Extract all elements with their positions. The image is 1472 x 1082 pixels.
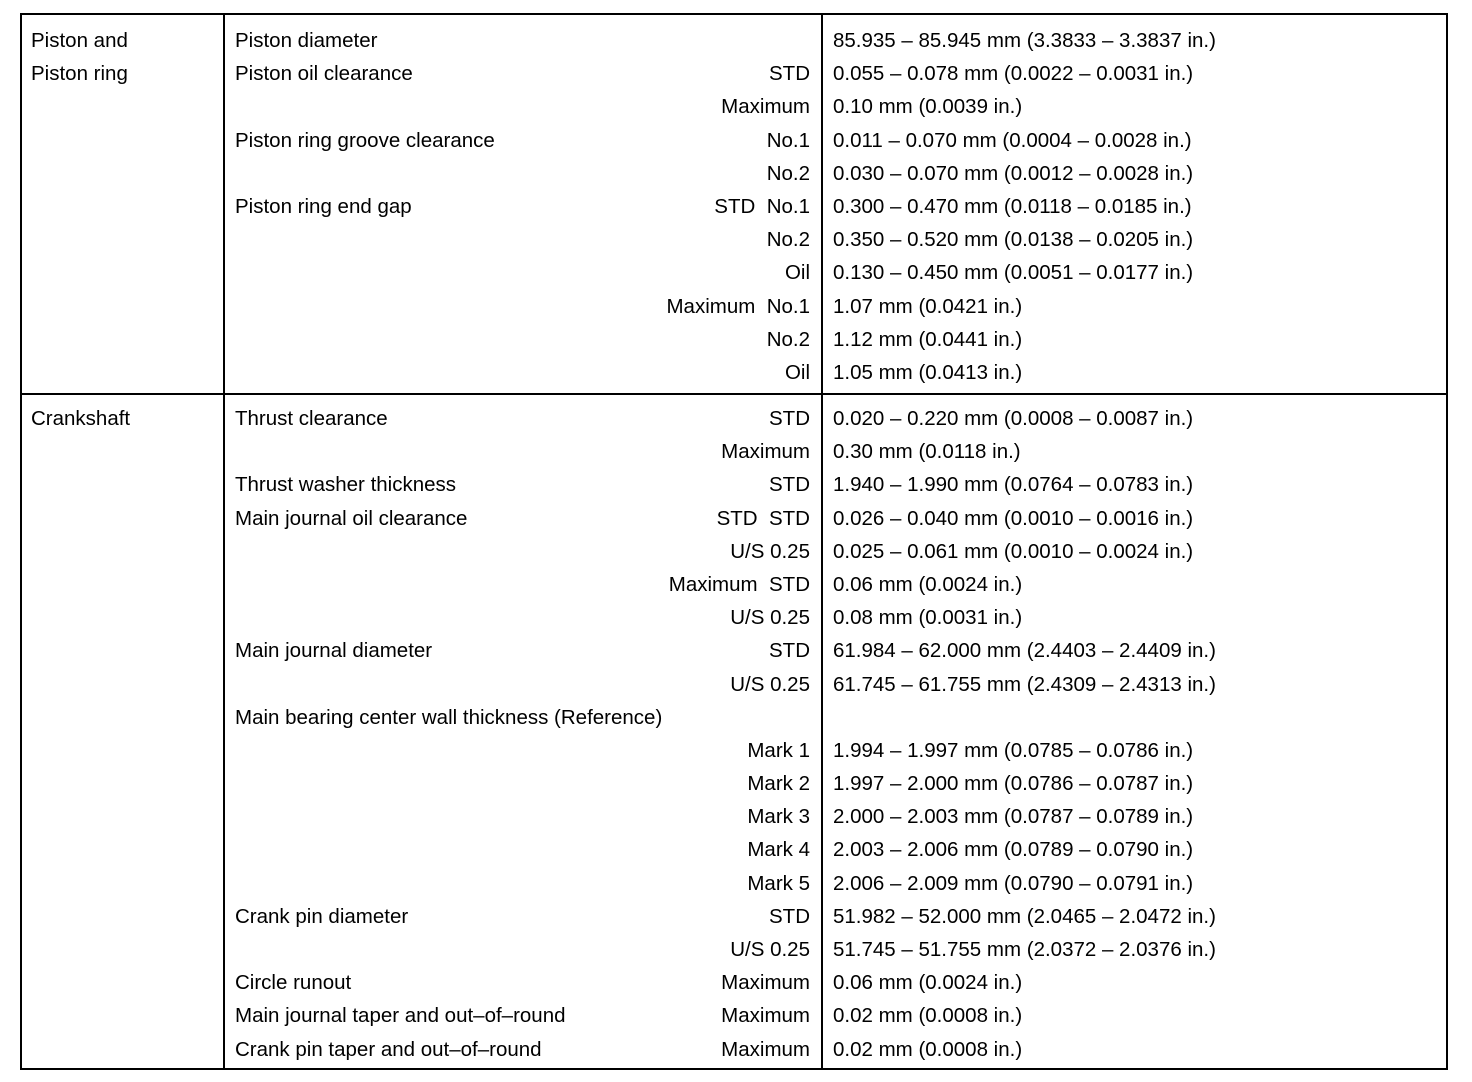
table-row — [225, 833, 821, 866]
table-row — [225, 933, 821, 966]
item-label: Crank pin taper and out–of–round — [235, 1037, 542, 1061]
table-row — [225, 999, 821, 1032]
item-qualifier: No.2 — [766, 161, 810, 185]
spec-value: 0.300 – 0.470 mm (0.0118 – 0.0185 in.) — [833, 194, 1192, 218]
category-cell — [22, 15, 225, 393]
spec-value: 0.30 mm (0.0118 in.) — [833, 440, 1021, 464]
value-row — [823, 833, 1446, 866]
item-label: Thrust clearance — [235, 407, 388, 430]
spec-value: 1.994 – 1.997 mm (0.0785 – 0.0786 in.) — [833, 738, 1194, 762]
table-row — [225, 256, 821, 289]
item-qualifier: U/S 0.25 — [730, 938, 810, 961]
value-row — [823, 668, 1446, 701]
spec-value: 0.08 mm (0.0031 in.) — [833, 606, 1023, 630]
value-row — [823, 701, 1446, 734]
category-line: Piston and — [31, 29, 128, 52]
item-qualifier: Oil — [784, 360, 810, 384]
spec-value: 0.055 – 0.078 mm (0.0022 – 0.0031 in.) — [833, 62, 1194, 86]
table-row — [225, 435, 821, 468]
table-row — [225, 767, 821, 800]
item-qualifier: U/S 0.25 — [730, 539, 810, 563]
value-row — [823, 256, 1446, 289]
table-row — [225, 190, 821, 223]
spec-value: 0.350 – 0.520 mm (0.0138 – 0.0205 in.) — [833, 228, 1194, 252]
value-row — [823, 90, 1446, 123]
spec-value: 0.011 – 0.070 mm (0.0004 – 0.0028 in.) — [833, 128, 1192, 152]
item-label: Main bearing center wall thickness (Reference) — [235, 705, 663, 729]
item-qualifier: Mark 2 — [747, 772, 810, 796]
table-row — [225, 668, 821, 701]
value-row — [823, 24, 1446, 57]
spec-value: 1.940 – 1.990 mm (0.0764 – 0.0783 in.) — [833, 473, 1194, 497]
item-qualifier: Maximum — [721, 1037, 810, 1061]
table-row — [225, 323, 821, 356]
table-row — [225, 124, 821, 157]
table-row — [225, 601, 821, 634]
table-row — [225, 468, 821, 501]
value-row — [823, 900, 1446, 933]
spec-value: 2.006 – 2.009 mm (0.0790 – 0.0791 in.) — [833, 871, 1194, 895]
table-row — [225, 701, 821, 734]
spec-value: 0.026 – 0.040 mm (0.0010 – 0.0016 in.) — [833, 506, 1194, 530]
item-qualifier: Mark 3 — [747, 805, 810, 829]
spec-value: 1.07 mm (0.0421 in.) — [833, 294, 1023, 318]
value-column — [823, 15, 1446, 393]
item-label: Crank pin diameter — [235, 904, 409, 928]
item-qualifier: STD — [769, 639, 810, 663]
item-qualifier: Mark 4 — [747, 838, 810, 862]
category-line: Crankshaft — [31, 407, 131, 430]
value-row — [823, 999, 1446, 1032]
value-row — [823, 124, 1446, 157]
value-row — [823, 867, 1446, 900]
table-row — [225, 290, 821, 323]
spec-value: 2.003 – 2.006 mm (0.0789 – 0.0790 in.) — [833, 838, 1194, 862]
spec-value: 85.935 – 85.945 mm (3.3833 – 3.3837 in.) — [833, 29, 1216, 52]
table-row — [225, 568, 821, 601]
item-qualifier: No.2 — [766, 228, 810, 252]
item-qualifier: Maximum No.1 — [666, 294, 810, 318]
item-qualifier: STD — [769, 473, 810, 497]
value-row — [823, 601, 1446, 634]
item-column — [225, 395, 823, 1068]
spec-value: 0.030 – 0.070 mm (0.0012 – 0.0028 in.) — [833, 161, 1194, 185]
table-row — [225, 1033, 821, 1066]
item-qualifier: Oil — [784, 261, 810, 285]
item-qualifier: Mark 5 — [747, 871, 810, 895]
item-qualifier: Maximum — [721, 95, 810, 119]
table-row — [225, 734, 821, 767]
value-column — [823, 395, 1446, 1068]
item-qualifier: STD No.1 — [714, 194, 810, 218]
category-line: Piston ring — [31, 62, 128, 86]
spec-value: 51.745 – 51.755 mm (2.0372 – 2.0376 in.) — [833, 938, 1216, 961]
spec-value: 0.130 – 0.450 mm (0.0051 – 0.0177 in.) — [833, 261, 1194, 285]
table-row — [225, 157, 821, 190]
item-qualifier: U/S 0.25 — [730, 606, 810, 630]
table-row — [225, 223, 821, 256]
item-qualifier: U/S 0.25 — [730, 672, 810, 696]
value-row — [823, 767, 1446, 800]
table-row — [225, 90, 821, 123]
item-qualifier: No.1 — [766, 128, 810, 152]
spec-value: 0.02 mm (0.0008 in.) — [833, 1037, 1023, 1061]
table-row — [225, 867, 821, 900]
spec-value: 0.025 – 0.061 mm (0.0010 – 0.0024 in.) — [833, 539, 1194, 563]
section-piston — [22, 15, 1446, 393]
value-row — [823, 1033, 1446, 1066]
value-row — [823, 634, 1446, 667]
category-cell — [22, 395, 225, 1068]
item-label: Main journal oil clearance — [235, 506, 468, 530]
item-label: Piston ring groove clearance — [235, 128, 495, 152]
table-row — [225, 402, 821, 435]
value-row — [823, 568, 1446, 601]
spec-value: 2.000 – 2.003 mm (0.0787 – 0.0789 in.) — [833, 805, 1194, 829]
item-label: Piston diameter — [235, 29, 378, 52]
spec-value: 61.745 – 61.755 mm (2.4309 – 2.4313 in.) — [833, 672, 1216, 696]
item-qualifier: Maximum — [721, 1004, 810, 1028]
item-label: Piston oil clearance — [235, 62, 413, 86]
spec-value: 61.984 – 62.000 mm (2.4403 – 2.4409 in.) — [833, 639, 1216, 663]
item-qualifier: Mark 1 — [747, 738, 810, 762]
table-row — [225, 634, 821, 667]
section-crankshaft — [22, 393, 1446, 1068]
value-row — [823, 468, 1446, 501]
spec-value: 0.06 mm (0.0024 in.) — [833, 971, 1023, 995]
value-row — [823, 323, 1446, 356]
spec-value: 1.05 mm (0.0413 in.) — [833, 360, 1023, 384]
item-label: Circle runout — [235, 971, 352, 995]
item-qualifier: Maximum — [721, 440, 810, 464]
table-row — [225, 800, 821, 833]
table-row — [225, 356, 821, 389]
spec-value: 0.10 mm (0.0039 in.) — [833, 95, 1023, 119]
value-row — [823, 57, 1446, 90]
item-qualifier: STD — [769, 62, 810, 86]
value-row — [823, 223, 1446, 256]
value-row — [823, 535, 1446, 568]
item-qualifier: STD — [769, 407, 810, 430]
item-qualifier: No.2 — [766, 327, 810, 351]
value-row — [823, 190, 1446, 223]
value-row — [823, 933, 1446, 966]
table-row — [225, 502, 821, 535]
item-column — [225, 15, 823, 393]
item-qualifier: Maximum — [721, 971, 810, 995]
value-row — [823, 502, 1446, 535]
spec-value: 0.06 mm (0.0024 in.) — [833, 572, 1023, 596]
table-row — [225, 966, 821, 999]
table-row — [225, 57, 821, 90]
value-row — [823, 290, 1446, 323]
spec-value: 1.12 mm (0.0441 in.) — [833, 327, 1023, 351]
value-row — [823, 435, 1446, 468]
item-label: Main journal taper and out–of–round — [235, 1004, 566, 1028]
table-row — [225, 24, 821, 57]
spec-value: 0.02 mm (0.0008 in.) — [833, 1004, 1023, 1028]
value-row — [823, 157, 1446, 190]
item-qualifier: STD STD — [716, 506, 810, 530]
spec-value: 0.020 – 0.220 mm (0.0008 – 0.0087 in.) — [833, 407, 1194, 430]
table-row — [225, 535, 821, 568]
item-label: Main journal diameter — [235, 639, 433, 663]
spec-value: 1.997 – 2.000 mm (0.0786 – 0.0787 in.) — [833, 772, 1194, 796]
item-qualifier: STD — [769, 904, 810, 928]
value-row — [823, 402, 1446, 435]
spec-table — [20, 13, 1448, 1070]
value-row — [823, 356, 1446, 389]
item-qualifier: Maximum STD — [668, 572, 810, 596]
value-row — [823, 966, 1446, 999]
table-row — [225, 900, 821, 933]
spec-value: 51.982 – 52.000 mm (2.0465 – 2.0472 in.) — [833, 904, 1216, 928]
value-row — [823, 800, 1446, 833]
item-label: Thrust washer thickness — [235, 473, 457, 497]
item-label: Piston ring end gap — [235, 194, 412, 218]
value-row — [823, 734, 1446, 767]
